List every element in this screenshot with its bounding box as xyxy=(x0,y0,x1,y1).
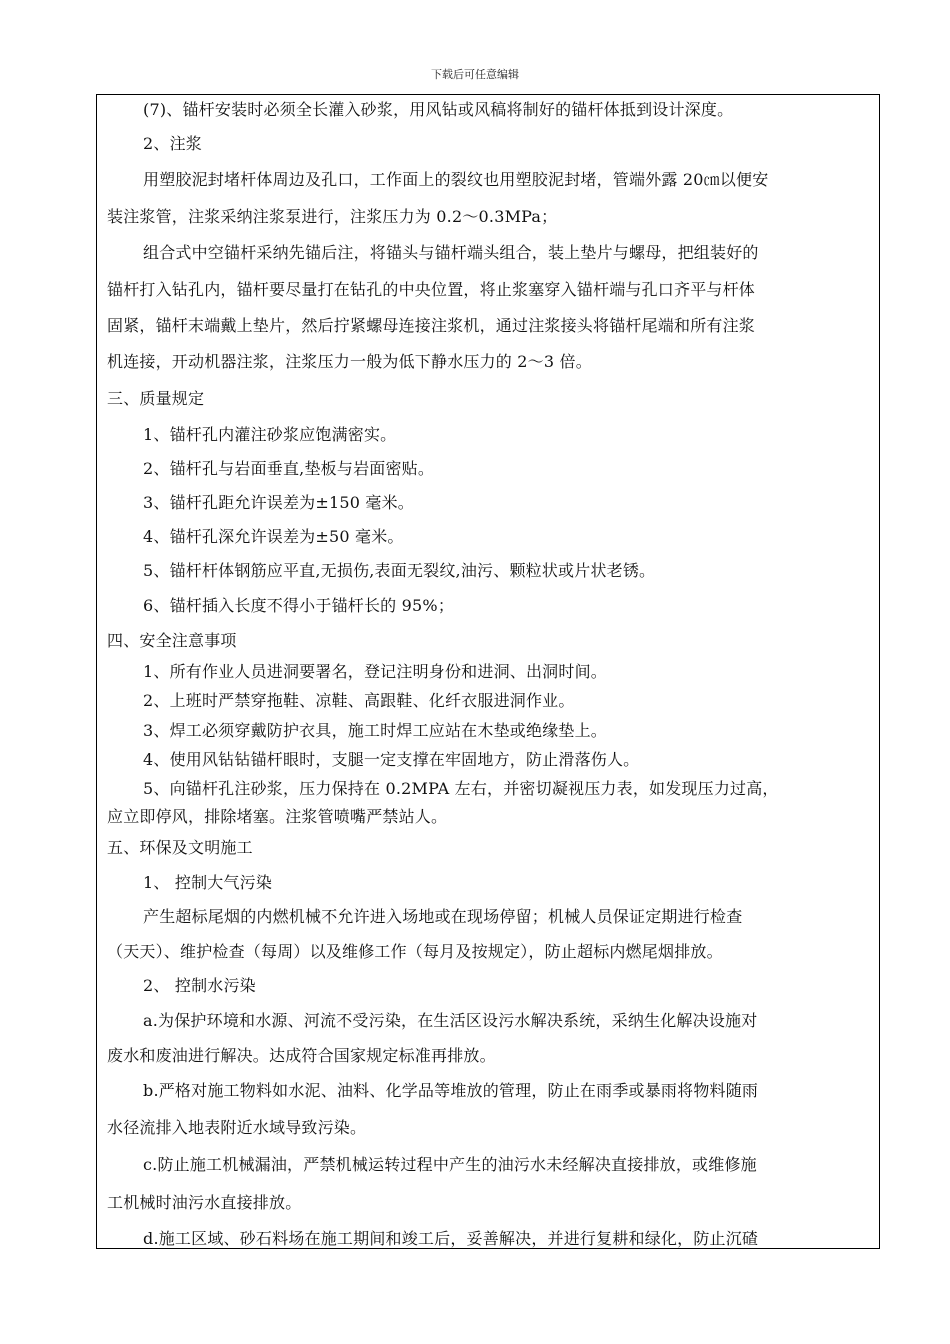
text-line: 锚杆打入钻孔内，锚杆要尽量打在钻孔的中央位置，将止浆塞穿入锚杆端与孔口齐平与杆体 xyxy=(107,280,756,299)
text-line: 3、锚杆孔距允许误差为±150 毫米。 xyxy=(143,493,415,512)
text-line: 2、注浆 xyxy=(143,134,202,153)
text-line: 三、质量规定 xyxy=(107,389,205,408)
text-line: （天天）、维护检查（每周）以及维修工作（每月及按规定），防止超标内燃尾烟排放。 xyxy=(107,942,723,961)
text-line: 2、 控制水污染 xyxy=(143,976,256,995)
text-line: c.防止施工机械漏油，严禁机械运转过程中产生的油污水未经解决直接排放，或维修施 xyxy=(143,1155,757,1174)
text-line: 四、安全注意事项 xyxy=(107,631,237,650)
header-note: 下载后可任意编辑 xyxy=(431,68,519,81)
text-line: 工机械时油污水直接排放。 xyxy=(107,1193,302,1212)
text-line: 6、锚杆插入长度不得小于锚杆长的 95%； xyxy=(143,596,455,615)
text-line: 应立即停风，排除堵塞。注浆管喷嘴严禁站人。 xyxy=(107,807,448,826)
text-line: 1、锚杆孔内灌注砂浆应饱满密实。 xyxy=(143,425,397,444)
text-line: 1、 控制大气污染 xyxy=(143,873,273,892)
text-line: 产生超标尾烟的内燃机械不允许进入场地或在现场停留；机械人员保证定期进行检查 xyxy=(143,907,743,926)
text-line: 5、向锚杆孔注砂浆，压力保持在 0.2MPA 左右，并密切凝视压力表，如发现压力过高， xyxy=(143,779,779,798)
text-line: d.施工区域、砂石料场在施工期间和竣工后，妥善解决，并进行复耕和绿化，防止沉碴 xyxy=(143,1229,759,1248)
text-line: 1、所有作业人员进洞要署名，登记注明身份和进洞、出洞时间。 xyxy=(143,662,607,681)
text-line: 3、焊工必须穿戴防护衣具，施工时焊工应站在木垫或绝缘垫上。 xyxy=(143,721,607,740)
text-line: 五、环保及文明施工 xyxy=(107,838,253,857)
text-line: 4、使用风钻钻锚杆眼时，支腿一定支撑在牢固地方，防止滑落伤人。 xyxy=(143,750,640,769)
text-line: a.为保护环境和水源、河流不受污染，在生活区设污水解决系统，采纳生化解决设施对 xyxy=(143,1011,758,1030)
text-line: 4、锚杆孔深允许误差为±50 毫米。 xyxy=(143,527,404,546)
text-line: 5、锚杆杆体钢筋应平直,无损伤,表面无裂纹,油污、颗粒状或片状老锈。 xyxy=(143,561,656,580)
text-line: 2、锚杆孔与岩面垂直,垫板与岩面密贴。 xyxy=(143,459,435,478)
text-line: 固紧，锚杆末端戴上垫片，然后拧紧螺母连接注浆机，通过注浆接头将锚杆尾端和所有注浆 xyxy=(107,316,756,335)
text-line: 2、上班时严禁穿拖鞋、凉鞋、高跟鞋、化纤衣服进洞作业。 xyxy=(143,691,575,710)
text-line: 机连接，开动机器注浆，注浆压力一般为低下静水压力的 2～3 倍。 xyxy=(107,352,592,371)
text-line: b.严格对施工物料如水泥、油料、化学品等堆放的管理，防止在雨季或暴雨将物料随雨 xyxy=(143,1081,759,1100)
text-line: 装注浆管，注浆采纳注浆泵进行，注浆压力为 0.2～0.3MPa； xyxy=(107,207,558,226)
text-line: 废水和废油进行解决。达成符合国家规定标准再排放。 xyxy=(107,1046,496,1065)
text-line: (7)、锚杆安装时必须全长灌入砂浆，用风钻或风稿将制好的锚杆体抵到设计深度。 xyxy=(143,100,734,119)
text-line: 组合式中空锚杆采纳先锚后注，将锚头与锚杆端头组合，装上垫片与螺母，把组装好的 xyxy=(143,243,759,262)
text-line: 用塑胶泥封堵杆体周边及孔口，工作面上的裂纹也用塑胶泥封堵，管端外露 20㎝以便安 xyxy=(143,170,769,189)
text-line: 水径流排入地表附近水域导致污染。 xyxy=(107,1118,367,1137)
